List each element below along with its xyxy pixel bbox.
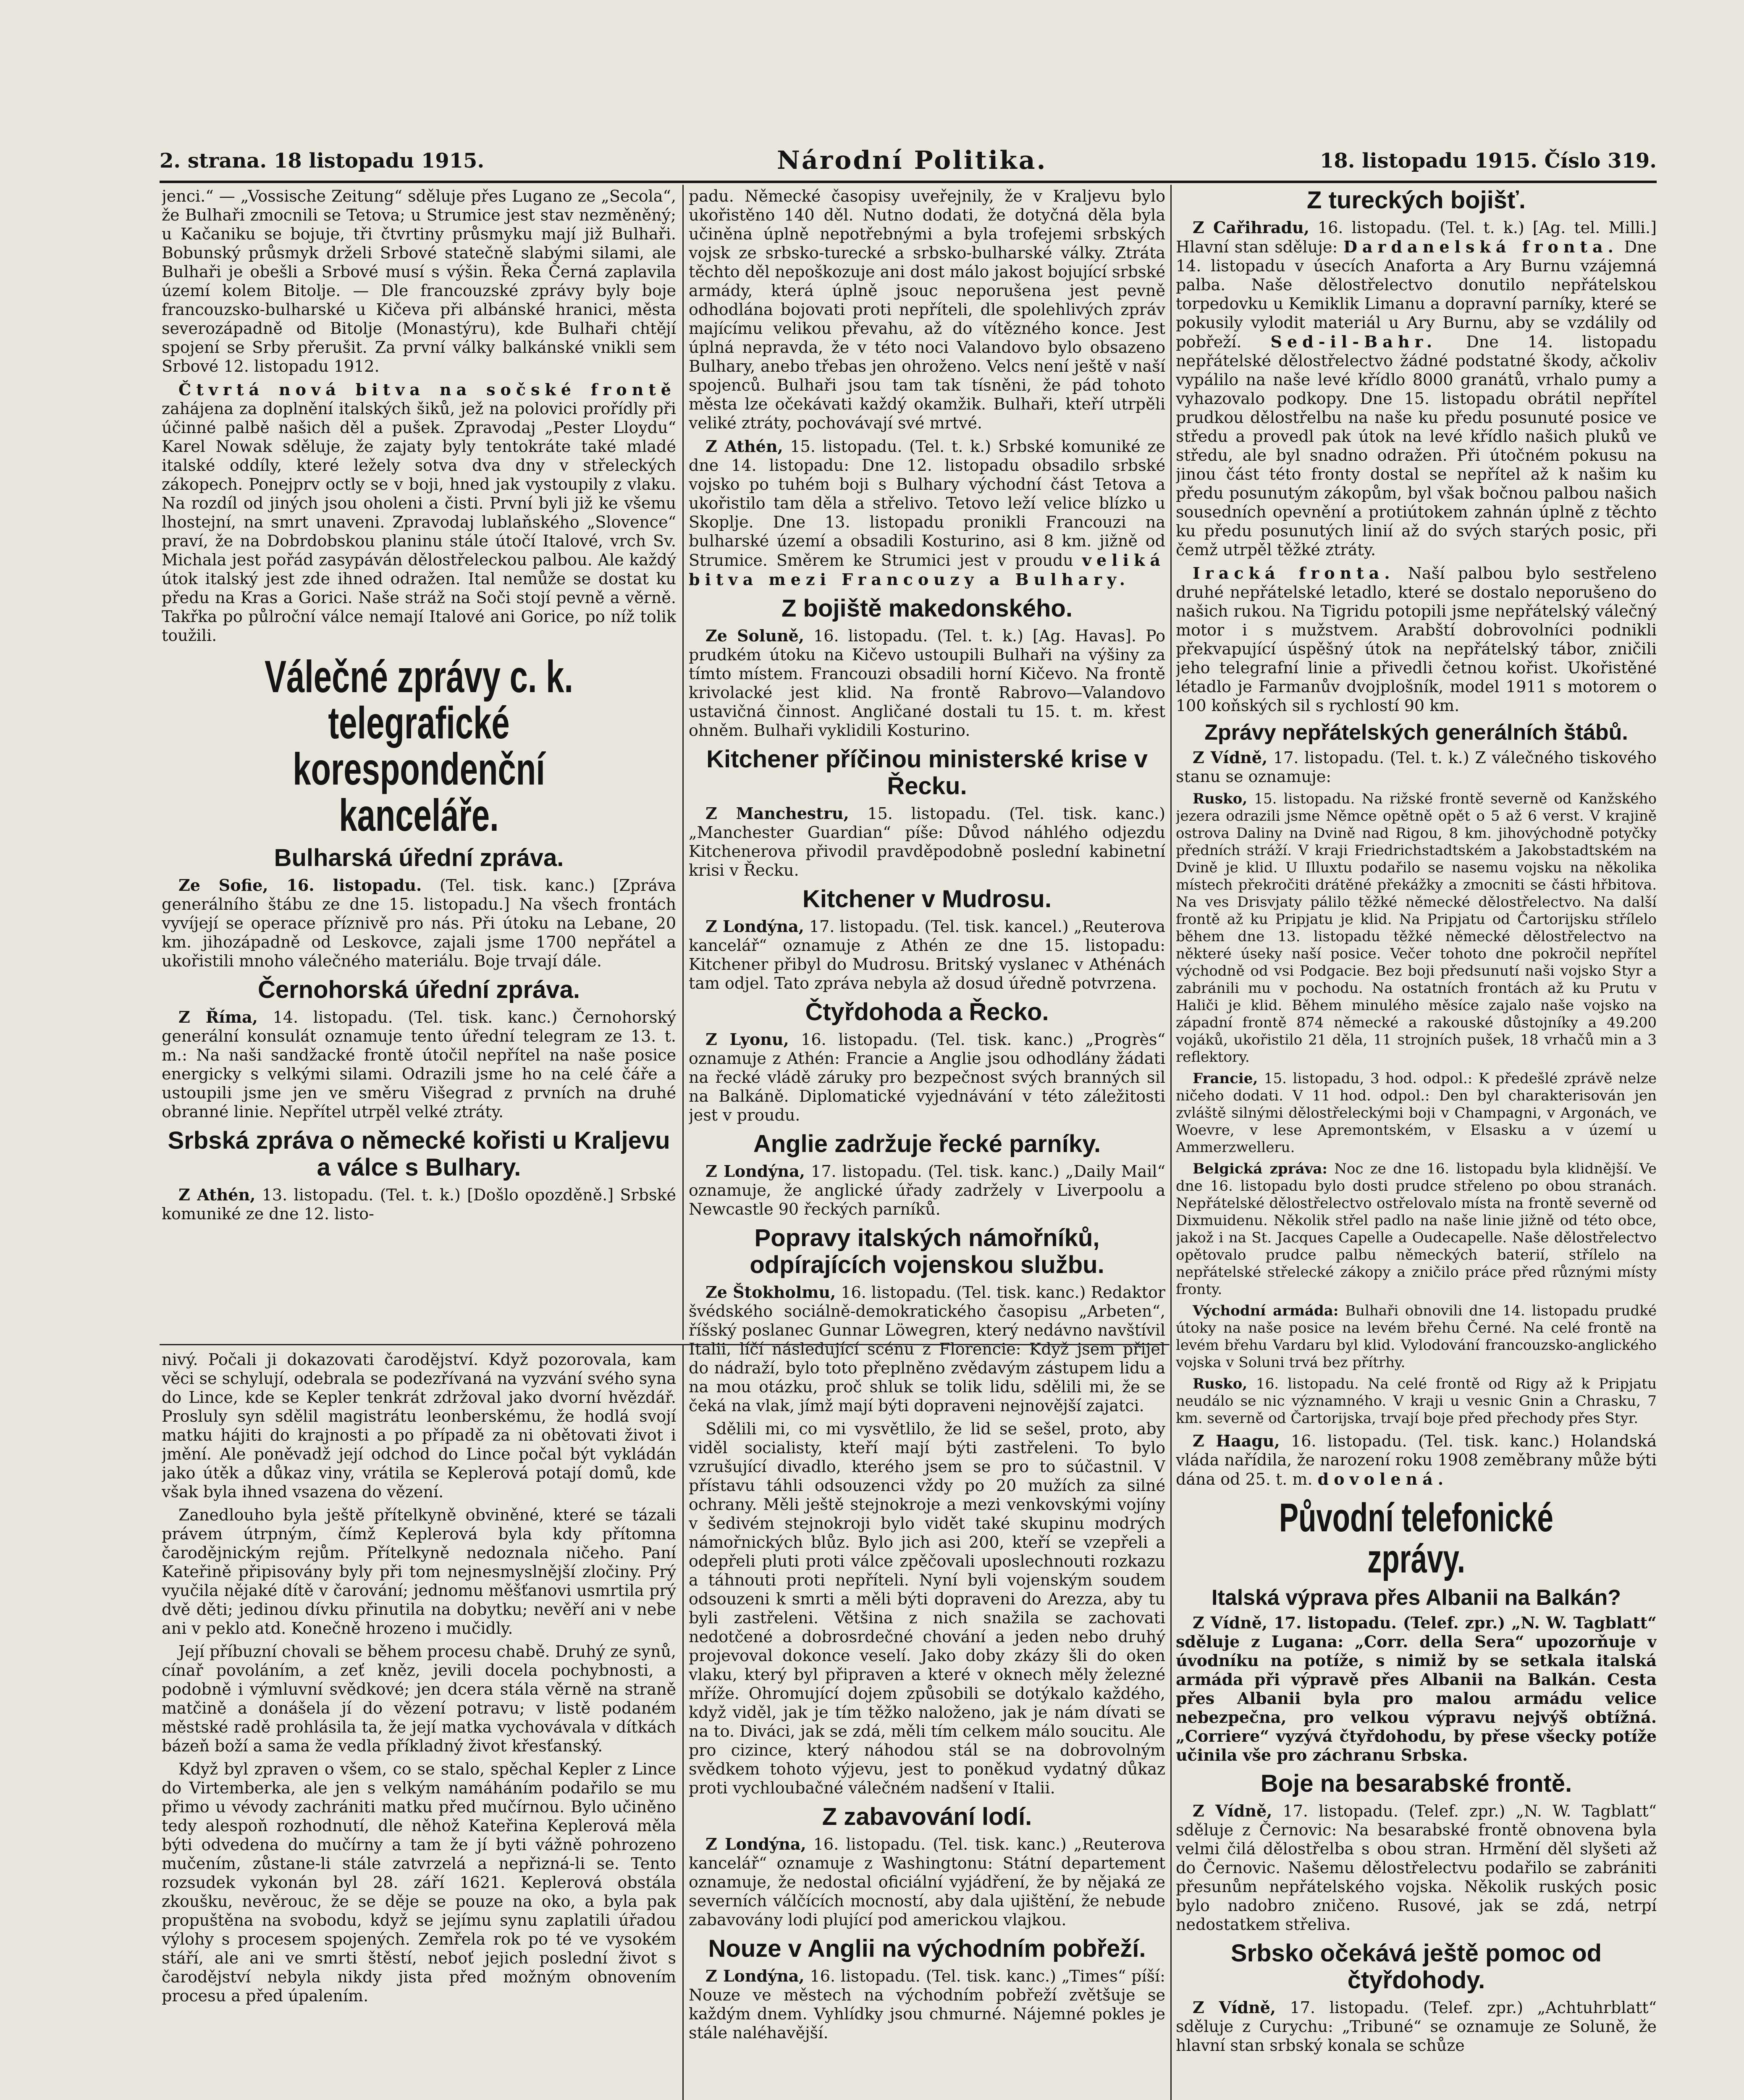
article-text [689,626,1165,740]
article-lead: Čtvrtá nová bitva na sočské frontě [178,380,676,399]
article-lead: Rusko, [1193,790,1248,807]
article-text [689,1835,1165,1929]
article-text [162,1008,676,1121]
article-text [162,1185,676,1223]
article-emphasis: Sed-il-Bahr. [1270,332,1437,351]
article-text [162,380,676,645]
article-body: Noc ze dne 16. listopadu byla klidnější. Ve dne 16. listopadu bylo dosti prudce střeleno po obou stranách. Nepřátelské dělostřelectvo ostřelovalo místa na frontě severně od Dixmuidenu. Několik střel padlo na naše linie jižně od této obce, jakož i na St. Jacques Capelle a Oudecapelle. Naše dělostřelectvo opětovalo prudce palbu německých baterií, střílelo na nepřátelské střelecké zákopy a zničilo práce před různými místy fronty. [1176,1160,1657,1298]
article-body: 16. listopadu. (Tel. tisk. kanc.) „Progrès“ oznamuje z Athén: Francie a Anglie jsou odhodlány žádati na řecké vládě záruky pro bezpečnost svých branných sil na Balkáně. Diplomatické vyjednávání v této záležitosti jest v proudu. [689,1030,1165,1124]
article-headline: Nouze v Anglii na východním pobřeží. [708,1935,1146,1962]
article-headline: Čtyřdohoda a Řecko. [805,998,1049,1026]
article-text [1176,564,1657,715]
dateline: Z Cařihradu, [1193,218,1309,237]
section-banner-headline: Původní telefonické zprávy. [1279,1495,1553,1581]
masthead-title: Národní Politika. [777,146,1047,175]
column-3 [1176,187,1657,2100]
article-text [1176,1801,1657,1934]
article-body: zahájena za doplnění italských šiků, jež na polovici prořídly při účinné palbě našich děl a pušek. Zpravodaj „Pester Lloydu“ Karel Nowak sděluje, že zajaty byly tentokráte také mladé italské oddíly, které ležely sotva dva dny v střeleckých zákopech. Ponejprv octly se v boji, hned jak vystoupily z vlaku. Na rozdíl od jiných jsou oholeni a čisti. První byli již ke všemu lhostejní, na smrt unaveni. Zpravodaj lublaňského „Slovence“ praví, že na Dobrdobskou planinu stále útočí Italové, vrch Sv. Michala jest pořád zasypáván dělostřeleckou palbou. Ale každý útok italský jest zde ihned odražen. Ital nemůže se dostat ku předu na Kras a Gorici. Naše stráž na Soči stojí pevně a věrně. Takřka po půlroční válce nemají Italové ani Gorice, po níž tolik toužili. [162,399,676,645]
article-body: 16. listopadu. Na celé frontě od Rigy až k Pripjatu neudálo se nic významného. V kraji u vesnic Gnin a Chrasku, 7 km. severně od Čartorijska, trvají boje před přechody přes Styr. [1176,1376,1657,1427]
article-body: 17. listopadu. (Telef. zpr.) „Achtuhrblatt“ sděluje z Curychu: „Tribuné“ se oznamuje ze Soluně, že hlavní stan srbský konala se schůze [1176,1998,1657,2055]
article-body: 15. listopadu, 3 hod. odpol.: K předešlé zprávě nelze ničeho dodati. V 11 hod. odpol.: Den byl charakterisován jen zvláště silnými dělostřeleckými boji v Champagni, v Argonách, ve Woevre, v lese Apremontském, v Elsasku a v území u Ammerzwelleru. [1176,1070,1657,1156]
article-text [1176,1376,1657,1427]
article-text [1176,1302,1657,1371]
article-body: 17. listopadu. (Tel. t. k.) Z válečného tiskového stanu se oznamuje: [1176,748,1657,786]
dateline: Ze Štokholmu, [705,1283,836,1302]
dateline: Z Londýna, [705,1162,805,1181]
header-issue-number: 18. listopadu 1915. Číslo 319. [1319,149,1657,173]
article-text [689,917,1165,993]
article-body: 13. listopadu. (Tel. t. k.) [Došlo opozděně.] Srbské komuniké ze dne 12. listo- [162,1185,676,1223]
article-body: 17. listopadu. (Tel. tisk. kancel.) „Reuterova kancelář“ oznamuje z Athén ze dne 15. listopadu: Kitchener přibyl do Mudrosu. Britský vyslanec v Athénách tam odjel. Tato zpráva nebyla až dosud úředně potvrzena. [689,917,1165,992]
article-body: Naší palbou bylo sestřeleno druhé nepřátelské letadlo, které se dostalo neporušeno do našich rukou. Na Tigridu potopili jsme nepřátelský válečný motor i s mužstvem. Arabští dobrovolníci podnikli překvapující úspěšný útok na nepřátelský tábor, zničili jeho telegrafní linie a přivedli četnou kořist. Ukořistěné létadlo je Farmanův dvojplošník, model 1911 s motorem o 100 koňských sil s rychlostí 90 km. [1176,564,1657,715]
article-body: Dne 14. listopadu nepřátelské dělostřelectvo žádné podstatné škody, ačkoliv vypálilo na naše levé křídlo 8000 granátů, vrhalo pumy a vyhazovalo podkopy. Dne 15. listopadu obrátil nepřítel prudkou dělostřelbu na naše ku předu posunuté posice ve středu a provedl pak útok na levé křídlo našich pluků ve středu, ale byl snadno odražen. Při útočném pokusu na jinou část této fronty dostal se nepřítel až k našim ku předu posunutým zákopům, byl však bočnou palbou našich sousedních opevnění a protiútokem zahnán úplně z těchto ku předu posunutých linií až do svých starých posic, při čemž utrpěl těžké ztráty. [1176,333,1657,559]
article-headline: Boje na besarabské frontě. [1260,1769,1572,1797]
article-text [689,1030,1165,1125]
dateline: Z Vídně, [1193,1801,1272,1820]
article-text [1176,1613,1657,1764]
dateline: Z Manchestru, [705,804,849,823]
dateline: Ze Sofie, 16. listopadu. [178,875,422,895]
dateline: Z Athén, [178,1185,256,1204]
page-header [160,146,1657,178]
article-text [689,1283,1165,1415]
article-headline: Srbská zpráva o německé kořisti u Kraljevu a válce s Bulhary. [168,1126,670,1181]
section-banner-headline: Válečné zprávy c. k. telegrafické korespondenční kanceláře. [265,651,573,841]
article-headline: Z zabavování lodí. [822,1803,1032,1830]
article-text: Když byl zpraven o všem, co se stalo, spěchal Kepler z Lince do Virtemberka, ale jen s velkým namáháním podařilo se mu přimo u vévody zachrániti matku před mučírnou. Bylo učiněno tedy alespoň rozhodnutí, dle něhož Kateřina Keplerová měla býti odvedena do mučírny a tam že jí byti vážně pohrozeno mučením, zůstane-li stále zatvrzelá a nepřizná-li se. Tento rozsudek vykonán byl 28. září 1621. Keplerová obstála zkoušku, nevěrouc, že se děje se pouze na oko, a byla pak propuštěna na svobodu, když se jejímu synu zaplatili úřadou výlohy s procesem spojených. Zemřela rok po té ve vysokém stáří, ale ani ve smrti štěstí, neboť jejich poslední život s čarodějství nebyla nikdy jista před možným obnovením procesu a před úpalením. [162,1760,676,2005]
dateline: Z Vídně, [1193,748,1268,767]
column-1 [162,187,676,1342]
column-2 [689,187,1165,2100]
article-lead: Rusko, [1193,1376,1248,1392]
article-text: padu. Německé časopisy uveřejnily, že v Kraljevu bylo ukořistěno 140 děl. Nutno dodati, že dotyčná děla byla učiněna úplně nepotřebnými a byla trofejemi srbských vojsk ze srbsko-turecké a srbsko-bulharské války. Ztráta těchto děl nepoškozuje ani dost málo jakost bojující srbské armády, která úplně jsouc neporušena jest pevně odhodlána bojovati proti nepříteli, dle spolehlivých zpráv majícímu velikou převahu, až do vítězného konce. Jest úplná nepravda, že v této noci Valandovo bylo obsazeno Bulhary, anebo třebas jen ohroženo. Velcs není ještě v naší spojenců. Bulhaři jsou tam tak tísněni, že pád tohoto města lze očekávati každý okamžik. Bulhaři, kteří utrpěli veliké ztráty, pochovávají své mrtvé. [689,187,1165,432]
article-lead: Francie, [1193,1070,1258,1087]
dateline: Z Athén, [705,437,783,456]
article-headline: Z bojiště makedonského. [782,595,1073,622]
article-text [1176,790,1657,1066]
article-text [1176,1998,1657,2055]
article-emphasis: Dardanelská fronta. [1343,237,1618,256]
article-text [1176,1070,1657,1156]
article-text: Její příbuzní chovali se během procesu chabě. Druhý ze synů, cínař povoláním, a zeť kněz, jevili docela pochybnosti, a podobně i výmluvní svědkové; jen dcera stála věrně na straně matčině a donášela jí do vězení potravu; v listě podaném městské radě prohlásila ta, že její matka vychovávala v dítkách bázeň boží a sama že vedla příkladný život křesťanský. [162,1642,676,1755]
article-lead: Východní armáda: [1193,1302,1339,1319]
column-divider [682,1344,684,2100]
column-divider [682,185,684,1340]
article-headline: Italská výprava přes Albanii na Balkán? [1212,1585,1621,1610]
column-divider [1170,185,1172,2100]
article-emphasis: veliká bitva mezi Francouzy a Bulhary. [689,551,1165,589]
article-body: 16. listopadu. (Tel. t. k.) [Ag. Havas]. Po prudkém útoku na Kičevo ustoupili Bulhaři na výšiny za tímto místem. Francouzi obsadili horní Kičevo. Na frontě krivolacké jest klid. Na frontě Rabrovo—Valandovo ustavičná činnost. Angličané dostali tu 15. t. m. křest ohněm. Bulhaři vyklidili Kosturino. [689,627,1165,740]
article-text [689,1162,1165,1219]
article-body: (Tel. tisk. kanc.) [Zpráva generálního štábu ze dne 15. listopadu.] Na všech frontách vyvíjejí se operace příznivě pro nás. Při útoku na Lebane, 20 km. jihozápadně od Leskovce, zajali jsme 1700 nepřátel a ukořistili mnoho válečného materiálu. Boje trvají dále. [162,876,676,970]
article-body: 16. listopadu. (Tel. t. k.) [Ag. tel. Milli.] Hlavní stan sděluje: [1176,218,1657,256]
article-headline: Z tureckých bojišť. [1307,187,1526,214]
article-headline: Černohorská úřední zpráva. [257,976,580,1003]
dateline: Z Londýna, [705,1966,805,1985]
article-text [689,437,1165,589]
dateline: Z Lyonu, [705,1030,789,1049]
feuilleton-column [162,1350,676,2100]
article-text: Zanedlouho byla ještě přítelkyně obviněné, které se tázali právem útrpným, čímž Keplerová byla kdy přítomna čarodějnickým rejům. Přítelkyně nedoznala ničeho. Paní Kateřině připisovány byly při tom nejnesmyslnější zločiny. Prý vyučila nějaké dítě v čarování; jednomu měšťanovi usmrtila prý dvě děti; jedinou dívku přinutila na dobytku; nevěří ani v nebe ani v peklo atd. Konečně hrozeno i mučidly. [162,1506,676,1638]
dateline: Ze Soluně, [705,626,805,645]
article-headline: Kitchener v Mudrosu. [803,885,1052,913]
dateline: Z Vídně, [1193,1613,1268,1632]
dateline: Z Říma, [178,1007,258,1026]
article-body: 16. listopadu. (Tel. tisk. kanc.) Redaktor švédského sociálně-demokratického časopisu „Arbeten“, říšský poslanec Gunnar Löwegren, který nedávno navštívil Italii, líčí následující scénu z Florencie: Když jsem přijel do nádraží, bylo toto přeplněno zvědavým zástupem lidu a na mou otázku, proč shluk se tolik lidu, sdělili mi, že se čeká na vlak, jímž mají býti dopraveni nejnovější zajatci. [689,1283,1165,1415]
article-emphasis: Iracká fronta. [1193,564,1395,583]
article-headline: Popravy italských námořníků, odpírajících vojenskou službu. [750,1224,1104,1278]
article-text: jenci.“ — „Vossische Zeitung“ sděluje přes Lugano ze „Secola“, že Bulhaři zmocnili se Tetova; u Strumice jest stav nezměněný; u Kačaniku se bojuje, tři čtvrtiny průsmyku mají již Bulhaři. Bobunský průsmyk drželi Srbové statečně slabými silami, ale Bulhaři je obešli a Srbové musí s výšin. Řeka Černá zaplavila území kolem Bitolje. — Dle francouzské zprávy byly boje francouzsko-bulharské u Kičeva při albánské hranici, města severozápadně od Bitolje (Monastýru), kde Bulhaři chtějí spojení se Srby přerušit. Za první války balkánské vnikli sem Srbové 12. listopadu 1912. [162,187,676,375]
article-body: 17. listopadu. (Telef. zpr.) „N. W. Tagblatt“ sděluje z Černovic: Na besarabské frontě obnovena byla velmi čilá dělostřelba s obou stran. Hrmění děl slyšeti až do Černovic. Našemu dělostřelectvu podařilo se zabrániti přesunům nepřátelského vojska. Několik ruských posic bylo nadobro zničeno. Rusové, jak se zdá, netrpí nedostatkem střeliva. [1176,1801,1657,1934]
article-body: 15. listopadu. (Tel. tisk. kanc.) „Manchester Guardian“ píše: Důvod náhlého odjezdu Kitchenerova přivodil pravděpodobně poslední kabinetní krisi v Řecku. [689,804,1165,879]
article-text [1176,748,1657,786]
dateline: Z Londýna, [705,1835,806,1853]
article-body: 15. listopadu. (Tel. t. k.) Srbské komuniké ze dne 14. listopadu: Dne 12. listopadu obsadilo srbské vojsko po tuhém boji s Bulhary východní část Tetova a ukořistilo tam děla a střelivo. Tetovo leží velice blízko u Skoplje. Dne 13. listopadu pronikli Francouzi na bulharské území a obsadili Kosturino, asi 8 km. jižně od Strumice. Směrem ke Strumici jest v proudu [689,437,1165,570]
header-rule [160,181,1657,183]
article-body: 17. listopadu. (Tel. tisk. kanc.) „Daily Mail“ oznamuje, že anglické úřady zadržely v Liverpoolu a Newcastle 90 řeckých parníků. [689,1162,1165,1218]
article-text [689,804,1165,880]
dateline: Z Vídně, [1193,1998,1276,2017]
article-text [162,876,676,971]
article-body: 15. listopadu. Na rižské frontě severně od Kanžského jezera odrazili jsme Němce opětně opět o 5 až 6 verst. V krajině ostrova Daliny na Dvině nad Rigou, 8 km. jihovýchodně potyčky předních stráží. V kraji Friedrichstadtském a Jakobstadtském na Dvině je klid. U Illuxtu podařilo se nasemu vojsku na několika místech překročiti drátěné překážky a zmocniti se části hřbitova. Na ves Drisvjaty pálilo těžké německé dělostřelectvo. Na další frontě až ku Pripjatu je klid. Na Pripjatu od Čartorijsku střílelo během dne 13. listopadu těžké německé dělostřelectvo na některé úseky naší posice. Večer tohoto dne pokročil nepřítel východně od vsi Podgacie. Bez boji předsunutí naši vojsko Styr a zabránili mu v pochodu. Na ostatních frontách až ku Prutu v Haliči je klid. Během minulého měsíce zajalo naše vojsko na západní frontě 874 německé a rakouské důstojníky a 49.200 vojáků, ukořistilo 21 děla, 11 strojních pušek, 18 vrhačů min a 3 reflektory. [1176,790,1657,1066]
article-text [1176,1160,1657,1298]
article-headline: Anglie zadržuje řecké parníky. [753,1130,1101,1158]
header-page-date: 2. strana. 18 listopadu 1915. [160,149,485,173]
article-text: nivý. Počali ji dokazovati čarodějství. Když pozorovala, kam věci se schylují, odebrala se podezřívaná na vyzvání svého syna do Lince, kde se Kepler tenkrát zdržoval jako dvorní hvězdář. Prosluly syn sdělil magistrátu leonberskému, že hodlá svojí matku hájiti do krajnosti a po případě za ni obětovati život i jmění. Ale poněvadž její odchod do Lince počal být vykládán jako útěk a důkaz viny, vrátila se Keplerová potají domů, kde však byla ihned vsazena do vězení. [162,1350,676,1501]
article-body: 16. listopadu. (Tel. tisk. kanc.) „Times“ píší: Nouze ve městech na východním pobřeží zvětšuje se každým dnem. Vyhlídky jsou chmurné. Nájemné pokles je stále naléhavější. [689,1967,1165,2042]
article-emphasis: dovolená. [1317,1470,1449,1488]
article-body: Bulhaři obnovili dne 14. listopadu prudké útoky na naše posice na levém břehu Černé. Na celé frontě na levém břehu Vardaru byl klid. Vylodování francouzsko-anglického vojska v Soluni trvá bez přítrhy. [1176,1302,1657,1371]
article-body: 17. listopadu. (Telef. zpr.) „N. W. Tagblatt“ sděluje z Lugana: „Corr. della Sera“ upozorňuje v úvodníku na potíže, s nimiž by se setkala italská armáda při výpravě přes Albanii na Balkán. Cesta přes Albanii byla pro malou armádu velice nebezpečna, pro velkou výpravu nejvýš obtížná. „Corriere“ vyzývá čtyřdohodu, by přese všecky potíže učinila vše pro záchranu Srbska. [1176,1613,1657,1764]
article-body: Dne 14. listopadu v úsecích Anaforta a Ary Burnu vzájemná palba. Naše dělostřelectvo donutilo nepřátelskou torpedovku u Kemiklik Limanu a dopravní parníky, které se pokusily vylodit materiál u Ary Burnu, aby se vzdálily od pobřeží. [1176,238,1657,351]
article-headline: Zprávy nepřátelských generálních štábů. [1204,720,1628,745]
article-body: 14. listopadu. (Tel. tisk. kanc.) Černohorský generální konsulát oznamuje tento úřední telegram ze 13. t. m.: Na naši sandžacké frontě útočil nepřítel na naše posice energicky s velkými silami. Odrazili jsme ho na celé čáře a ustoupili jsme jen ve směru Višegrad z prvních na druhé obranné linie. Nepřítel utrpěl velké ztráty. [162,1008,676,1121]
article-headline: Srbsko očekává ještě pomoc od čtyřdohody. [1230,1939,1602,1994]
article-headline: Bulharská úřední zpráva. [274,844,564,872]
article-body: 16. listopadu. (Tel. tisk. kanc.) „Reuterova kancelář“ oznamuje z Washingtonu: Státní departement oznamuje, že nedostal oficiální vyjádření, že by nějaká ze severních válčících mocností, aby dala ujištění, že nebude zabavovány lodi plující pod americkou vlajkou. [689,1835,1165,1929]
article-text [689,1966,1165,2042]
dateline: Z Londýna, [705,917,804,936]
article-text: Sdělili mi, co mi vysvětlilo, že lid se sešel, proto, aby viděl socialisty, kteří mají býti zastřeleni. To bylo vzrušující divadlo, kterého jsem se pro to súčastnil. V přístavu táhli odsouzenci vždy po 20 mužích za silné ochrany. Měli ještě stejnokroje a mezi venkovskými vojíny v šedivém stejnokroji bylo vidět také skupinu modrých námořnických blůz. Bylo jich asi 200, kteří se vzepřeli a odepřeli pluti proti válce zpěčovali uposlechnouti rozkazu a táhnouti proti nepříteli. Nyní byli vojenským soudem odsouzeni k smrti a měli býti dopraveni do Arezza, aby tu byli zastřeleni. Většina z nich snažila se zachovati nedotčené a dobrosrdečné chování a jeden nebo druhý projevoval dokonce veselí. Jako doby zkázy šli do oken vlaku, který byl připraven a které v oknech měly železné mříže. Ohromující dojem způsobili se dotýkalo každého, když viděl, jak je tím těžko naloženo, jak je nám dívati se na to. Diváci, jak se zdá, měli tím celkem málo soucitu. Ale pro cizince, který náhodou stál se na dobrovolným svědkem tohoto výjevu, jest to poněkud vydatný důkaz proti vychloubačné válečném nadšení v Italii. [689,1420,1165,1797]
article-text [1176,218,1657,559]
article-text [1176,1431,1657,1489]
article-body: 16. listopadu. (Tel. tisk. kanc.) Holandská vláda nařídila, že narození roku 1908 zeměbrany může býti dána od 25. t. m. [1176,1432,1657,1488]
dateline: Z Haagu, [1193,1431,1280,1450]
article-headline: Kitchener příčinou ministerské krise v Řecku. [706,746,1148,800]
article-lead: Belgická zpráva: [1193,1160,1327,1177]
